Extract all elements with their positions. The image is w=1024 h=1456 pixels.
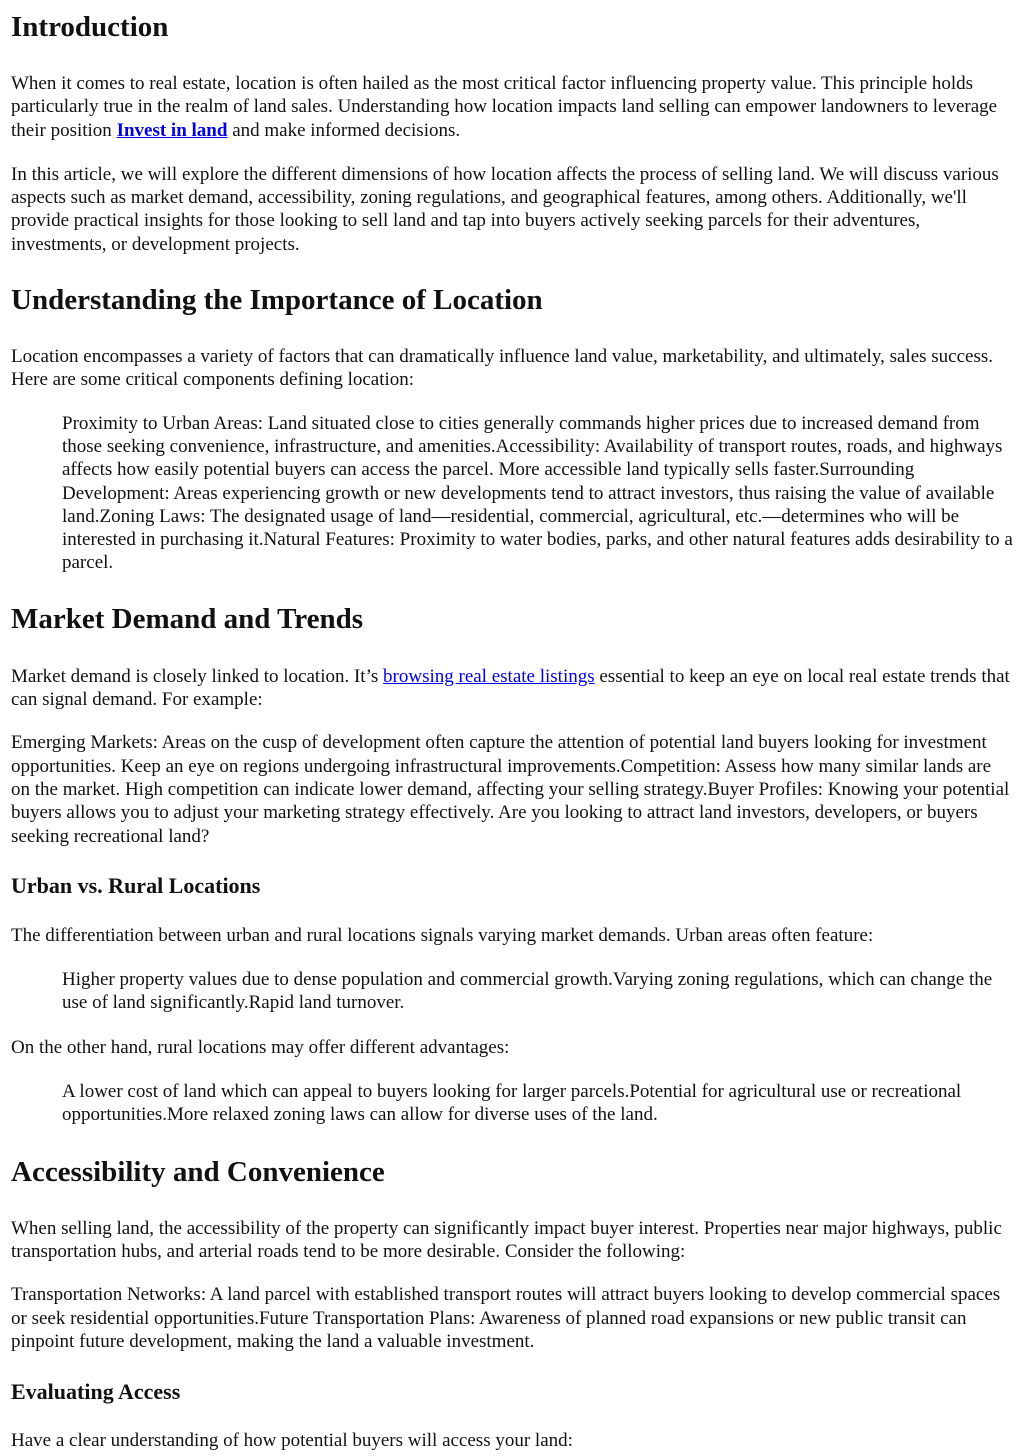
urban-features-quote: Higher property values due to dense population and commercial growth.Varying zoning regulations, which can change the use of land significantly.Rapid land turnover.	[62, 969, 993, 1014]
heading-market-demand: Market Demand and Trends	[11, 602, 364, 635]
heading-introduction: Introduction	[11, 11, 169, 43]
intro-text-before-link: When it comes to real estate, location is often hailed as the most critical factor influencing property value. This principle holds particularly true in the realm of land sales. Understanding how location impacts land selling can empower landowners to leverage their position	[11, 73, 998, 141]
heading-evaluating-access: Evaluating Access	[11, 1379, 181, 1405]
intro-text-after-link: and make informed decisions.	[227, 119, 461, 141]
rural-intro-paragraph: On the other hand, rural locations may offer different advantages:	[11, 1036, 510, 1058]
market-text-before-link: Market demand is closely linked to location. It’s	[11, 665, 384, 687]
rural-advantages-quote: A lower cost of land which can appeal to buyers looking for larger parcels.Potential for agricultural use or recreational opportunities.More relaxed zoning laws can allow for diverse uses of the land.	[62, 1081, 962, 1126]
urban-rural-paragraph: The differentiation between urban and rural locations signals varying market demands. Urban areas often feature:	[11, 924, 874, 946]
market-text-after-link: essential to keep an eye on local real estate trends that can signal demand. For example:	[11, 665, 1010, 711]
heading-accessibility: Accessibility and Convenience	[11, 1155, 385, 1188]
market-paragraph	[11, 665, 1014, 712]
market-trends-paragraph: Emerging Markets: Areas on the cusp of development often capture the attention of potential land buyers looking for investment opportunities. Keep an eye on regions undergoing infrastructural improvements.Competition: Assess how many similar lands are on the market. High competition can indicate lower demand, affecting your selling strategy.Buyer Profiles: Knowing your potential buyers allows you to adjust your marketing strategy effectively. Are you looking to attract land investors, developers, or buyers seeking recreational land?	[11, 732, 1010, 847]
transportation-paragraph: Transportation Networks: A land parcel with established transport routes will attract buyers looking to develop commercial spaces or seek residential opportunities.Future Transportation Plans: Awareness of planned road expansions or new public transit can pinpoint future development, making the land a valuable investment.	[11, 1284, 1001, 1352]
heading-urban-vs-rural: Urban vs. Rural Locations	[11, 872, 261, 898]
intro-paragraph-2: In this article, we will explore the different dimensions of how location affects the process of selling land. We will discuss various aspects such as market demand, accessibility, zoning regulations, and geographical features, among others. Additionally, we'll provide practical insights for those looking to sell land and tap into buyers actively seeking parcels for their adventures, investments, or development projects.	[11, 163, 999, 255]
browsing-listings-link[interactable]: browsing real estate listings	[383, 665, 595, 687]
article	[0, 10, 1024, 1452]
evaluating-paragraph: Have a clear understanding of how potential buyers will access your land:	[11, 1430, 573, 1452]
location-factors-quote: Proximity to Urban Areas: Land situated close to cities generally commands higher prices due to increased demand from those seeking convenience, infrastructure, and amenities.Accessibility: Availability of transport routes, roads, and highways affects how easily potential buyers can access the parcel. More accessible land typically sells faster.Surrounding Development: Areas experiencing growth or new developments tend to attract investors, thus raising the value of available land.Zoning Laws: The designated usage of land—residential, commercial, agricultural, etc.—determines who will be interested in purchasing it.Natural Features: Proximity to water bodies, parks, and other natural features adds desirability to a parcel.	[62, 412, 1013, 574]
intro-paragraph-1	[11, 72, 1014, 142]
importance-paragraph: Location encompasses a variety of factors that can dramatically influence land value, marketability, and ultimately, sales success. Here are some critical components defining location:	[11, 346, 993, 391]
accessibility-paragraph: When selling land, the accessibility of the property can significantly impact buyer interest. Properties near major highways, public transportation hubs, and arterial roads tend to be more desirable. Consider the following:	[11, 1217, 1002, 1262]
heading-importance-of-location: Understanding the Importance of Location	[11, 284, 543, 317]
invest-in-land-link[interactable]: Invest in land	[116, 119, 228, 141]
